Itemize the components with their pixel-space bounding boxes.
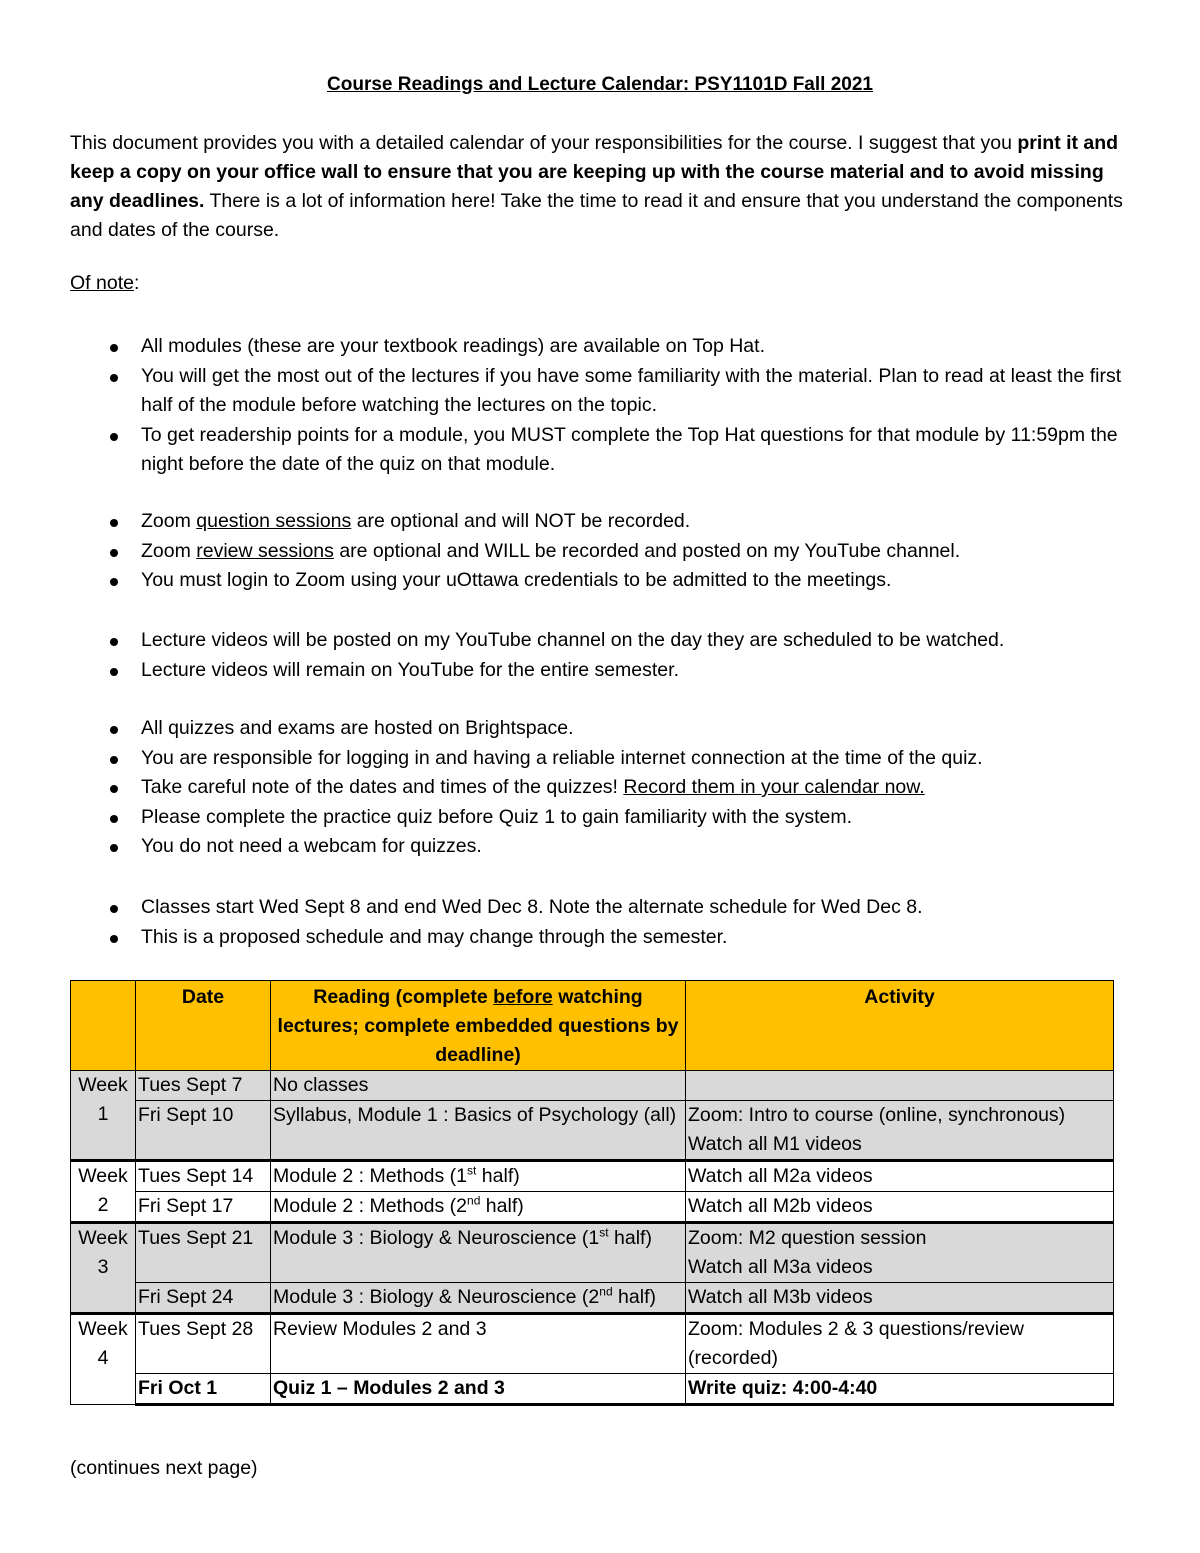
activity-cell: Write quiz: 4:00-4:40	[686, 1374, 1114, 1405]
list-item: Lecture videos will be posted on my YouTube channel on the day they are scheduled to be watched.	[70, 626, 1130, 656]
reading-cell: Module 2 : Methods (1st half)	[271, 1161, 686, 1192]
list-item: You do not need a webcam for quizzes.	[70, 832, 1130, 862]
activity-cell: Watch all M3b videos	[686, 1283, 1114, 1314]
table-row	[71, 1192, 1114, 1223]
bullet-group-videos	[70, 626, 1130, 685]
activity-cell: Watch all M2b videos	[686, 1192, 1114, 1223]
list-item: You are responsible for logging in and having a reliable internet connection at the time of the quiz.	[70, 744, 1130, 774]
bullet-icon	[110, 935, 118, 943]
reading-cell: Module 3 : Biology & Neuroscience (2nd half)	[271, 1283, 686, 1314]
list-item: Classes start Wed Sept 8 and end Wed Dec 8. Note the alternate schedule for Wed Dec 8.	[70, 893, 1130, 923]
bullet-group-modules	[70, 332, 1130, 480]
bullet-icon	[110, 844, 118, 852]
list-item: You must login to Zoom using your uOttawa credentials to be admitted to the meetings.	[70, 566, 1130, 596]
intro-bold-text: print it and keep a copy on your office wall to ensure that you are keeping up with the course material and to avoid missing any deadlines.	[70, 132, 1119, 212]
bullet-icon	[110, 344, 118, 352]
reading-cell: Module 3 : Biology & Neuroscience (1st half)	[271, 1223, 686, 1283]
bullet-icon	[110, 433, 118, 441]
list-item: Take careful note of the dates and times of the quizzes! Record them in your calendar now.	[70, 773, 1130, 803]
reading-cell: Syllabus, Module 1 : Basics of Psychology (all)	[271, 1101, 686, 1161]
week-cell: Week 4	[71, 1314, 136, 1405]
list-item: All quizzes and exams are hosted on Brightspace.	[70, 714, 1130, 744]
bullet-group-quizzes	[70, 714, 1130, 862]
calendar-table	[70, 980, 1114, 1406]
bullet-icon	[110, 815, 118, 823]
bullet-icon	[110, 756, 118, 764]
date-cell: Fri Sept 17	[136, 1192, 271, 1223]
table-row	[71, 1161, 1114, 1192]
bullet-icon	[110, 785, 118, 793]
bullet-icon	[110, 549, 118, 557]
header-week	[71, 981, 136, 1071]
table-row	[71, 1223, 1114, 1283]
reading-cell: Module 2 : Methods (2nd half)	[271, 1192, 686, 1223]
intro-paragraph	[70, 129, 1130, 245]
bullet-icon	[110, 374, 118, 382]
reading-cell: No classes	[271, 1071, 686, 1101]
activity-cell	[686, 1071, 1114, 1101]
bullet-group-schedule	[70, 893, 1130, 952]
bullet-icon	[110, 519, 118, 527]
list-item: All modules (these are your textbook readings) are available on Top Hat.	[70, 332, 1130, 362]
list-item: To get readership points for a module, you MUST complete the Top Hat questions for that module by 11:59pm the night before the date of the quiz on that module.	[70, 421, 1130, 480]
bullet-icon	[110, 578, 118, 586]
reading-cell: Review Modules 2 and 3	[271, 1314, 686, 1374]
list-item: Please complete the practice quiz before Quiz 1 to gain familiarity with the system.	[70, 803, 1130, 833]
activity-cell: Zoom: Intro to course (online, synchronous) Watch all M1 videos	[686, 1101, 1114, 1161]
intro-text-2: There is a lot of information here! Take the time to read it and ensure that you understand the components and dates of the course.	[70, 190, 1123, 241]
activity-cell: Watch all M2a videos	[686, 1161, 1114, 1192]
bullet-icon	[110, 638, 118, 646]
activity-cell: Zoom: Modules 2 & 3 questions/review (recorded)	[686, 1314, 1114, 1374]
date-cell: Tues Sept 14	[136, 1161, 271, 1192]
header-activity: Activity	[686, 981, 1114, 1071]
table-row	[71, 1314, 1114, 1374]
list-item: You will get the most out of the lectures if you have some familiarity with the material. Plan to read at least the first half of the module before watching the lectures on the topic.	[70, 362, 1130, 421]
list-item: This is a proposed schedule and may change through the semester.	[70, 923, 1130, 953]
date-cell: Tues Sept 7	[136, 1071, 271, 1101]
bullet-icon	[110, 668, 118, 676]
table-header-row	[71, 981, 1114, 1071]
intro-text-1: This document provides you with a detailed calendar of your responsibilities for the course. I suggest that you	[70, 132, 1018, 154]
table-row	[71, 1071, 1114, 1101]
bullet-group-zoom	[70, 507, 1130, 596]
table-row	[71, 1101, 1114, 1161]
date-cell: Tues Sept 28	[136, 1314, 271, 1374]
header-reading: Reading (complete before watching lectures; complete embedded questions by deadline)	[271, 981, 686, 1071]
week-cell: Week 3	[71, 1223, 136, 1314]
table-row	[71, 1283, 1114, 1314]
document-title: Course Readings and Lecture Calendar: PSY1101D Fall 2021	[327, 74, 873, 95]
activity-cell: Zoom: M2 question session Watch all M3a videos	[686, 1223, 1114, 1283]
continues-note: (continues next page)	[70, 1457, 258, 1479]
header-date: Date	[136, 981, 271, 1071]
date-cell: Tues Sept 21	[136, 1223, 271, 1283]
reading-cell: Quiz 1 – Modules 2 and 3	[271, 1374, 686, 1405]
week-cell: Week 1	[71, 1071, 136, 1161]
date-cell: Fri Sept 10	[136, 1101, 271, 1161]
table-row	[71, 1374, 1114, 1405]
week-cell: Week 2	[71, 1161, 136, 1223]
date-cell: Fri Sept 24	[136, 1283, 271, 1314]
list-item: Zoom review sessions are optional and WILL be recorded and posted on my YouTube channel.	[70, 537, 1130, 567]
of-note-label: Of note:	[70, 272, 140, 294]
list-item: Zoom question sessions are optional and will NOT be recorded.	[70, 507, 1130, 537]
list-item: Lecture videos will remain on YouTube for the entire semester.	[70, 656, 1130, 686]
bullet-icon	[110, 905, 118, 913]
bullet-icon	[110, 726, 118, 734]
date-cell: Fri Oct 1	[136, 1374, 271, 1405]
